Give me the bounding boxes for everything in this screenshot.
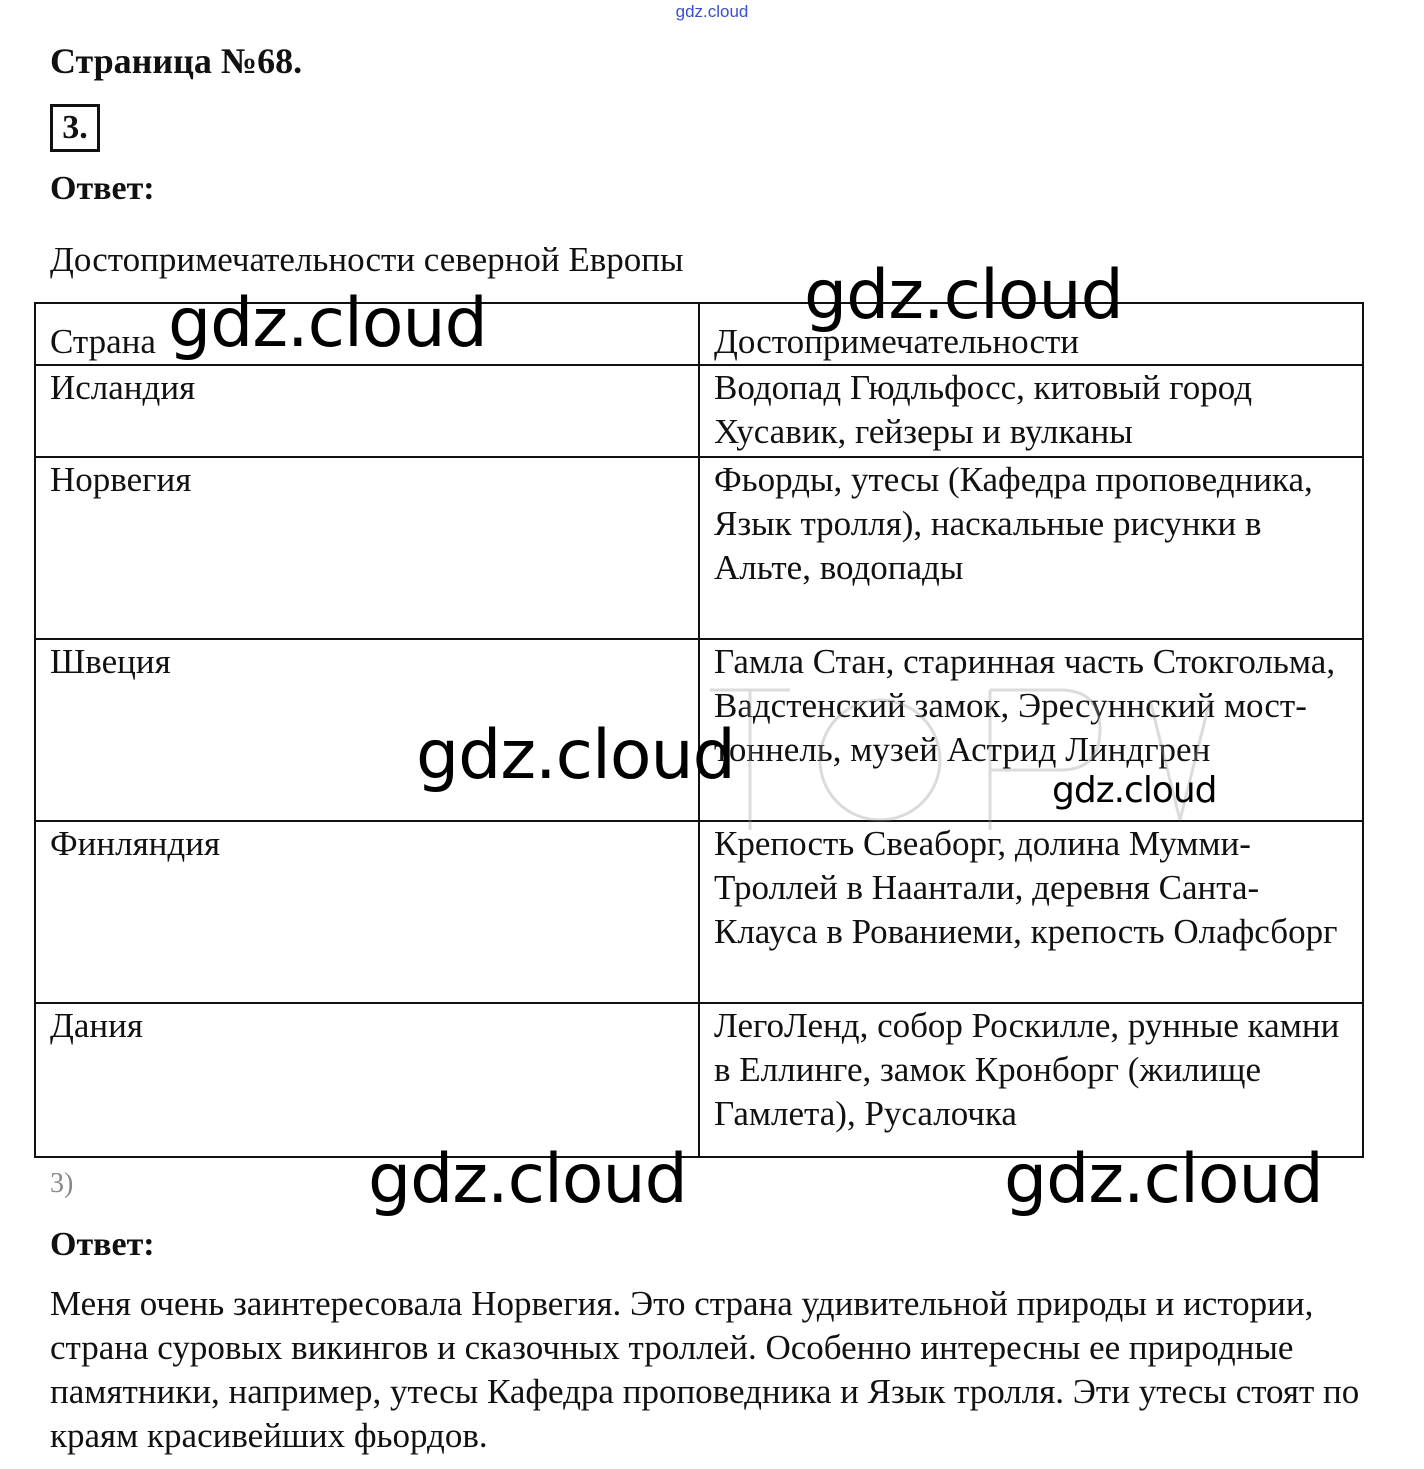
table-row — [35, 1003, 1363, 1157]
sights-cell: Гамла Стан, старинная часть Стокгольма, Вадстенский замок, Эресуннский мост-тоннель, музей Астрид Линдгрен — [699, 639, 1363, 821]
sights-cell: ЛегоЛенд, собор Роскилле, рунные камни в Еллинге, замок Кронборг (жилище Гамлета), Русалочка — [699, 1003, 1363, 1157]
watermark: gdz.cloud — [168, 284, 487, 363]
answer-label: Ответ: — [50, 170, 155, 207]
answer-label: Ответ: — [50, 1226, 155, 1263]
page-title: Страница №68. — [50, 41, 303, 81]
watermark: gdz.cloud — [416, 716, 735, 795]
answer-paragraph: Меня очень заинтересовала Норвегия. Это страна удивительной природы и истории, страна суровых викингов и сказочных троллей. Особенно интересны ее природные памятники, например, утесы Кафедра проповедника и Язык тролля. Эти утесы стоят по краям красивейших фьордов. — [50, 1284, 1360, 1455]
top-watermark: gdz.cloud — [675, 2, 749, 21]
task-number-box: 3. — [50, 104, 100, 152]
sights-cell: Водопад Гюдльфосс, китовый город Хусавик, гейзеры и вулканы — [699, 365, 1363, 457]
watermark: gdz.cloud — [1052, 770, 1217, 811]
watermark: gdz.cloud — [368, 1140, 687, 1219]
watermark: gdz.cloud — [804, 256, 1123, 335]
country-cell: Швеция — [35, 639, 699, 821]
faint-background-logo — [690, 650, 1250, 840]
table-row — [35, 821, 1363, 1003]
watermark: gdz.cloud — [1004, 1140, 1323, 1219]
table-row — [35, 365, 1363, 457]
country-cell: Дания — [35, 1003, 699, 1157]
sub-question-number: 3) — [50, 1168, 74, 1199]
sights-cell: Фьорды, утесы (Кафедра проповедника, Язык тролля), наскальные рисунки в Альте, водопады — [699, 457, 1363, 639]
table-row — [35, 457, 1363, 639]
header-sights: Достопримечательности — [699, 303, 1363, 365]
sights-cell: Крепость Свеаборг, долина Мумми-Троллей в Наантали, деревня Санта-Клауса в Рованиеми, крепость Олафсборг — [699, 821, 1363, 1003]
country-cell: Норвегия — [35, 457, 699, 639]
table-caption: Достопримечательности северной Европы — [50, 240, 684, 279]
header-country: Страна — [35, 303, 699, 365]
country-cell: Исландия — [35, 365, 699, 457]
country-cell: Финляндия — [35, 821, 699, 1003]
